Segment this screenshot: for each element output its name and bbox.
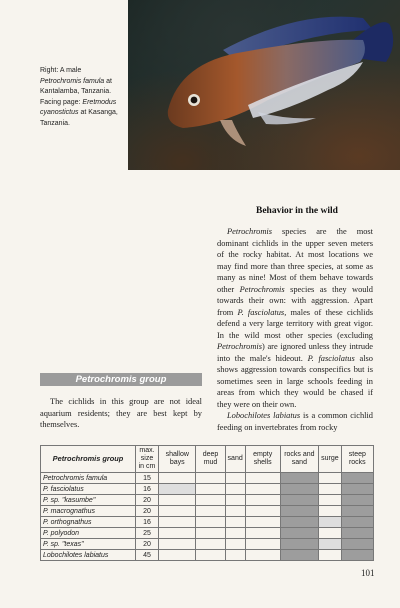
habitat-cell-secondary <box>159 484 196 495</box>
header-cell: empty shells <box>245 446 280 473</box>
left-column-text <box>40 396 202 431</box>
species-cell: P. macrognathus <box>41 506 136 517</box>
header-cell: rocks and sand <box>280 446 319 473</box>
species-name: P. fasciolatus <box>307 353 355 363</box>
paragraph-2 <box>217 410 373 433</box>
body-text: males of these cichlids defend a very large territory with great vigor. In the wild most other species (excluding <box>217 307 374 340</box>
size-cell: 20 <box>136 539 159 550</box>
habitat-cell-empty <box>245 528 280 539</box>
header-cell: sand <box>225 446 245 473</box>
habitat-cell-empty <box>245 517 280 528</box>
habitat-cell-primary <box>280 473 319 484</box>
habitat-cell-primary <box>341 506 373 517</box>
habitat-cell-primary <box>280 517 319 528</box>
habitat-cell-empty <box>196 517 225 528</box>
body-text: is a common cichlid feeding on invertebrates from rocky <box>217 411 373 432</box>
size-cell: 45 <box>136 550 159 561</box>
species-name: Petrochromis <box>227 227 272 236</box>
habitat-cell-secondary <box>319 517 342 528</box>
habitat-cell-primary <box>341 484 373 495</box>
body-text: also shows aggression towards conspecifics but is sometimes seen in large schools feeding in areas from which they would be chased if they were on their own. <box>217 353 373 409</box>
group-banner: Petrochromis group <box>40 373 202 386</box>
photo-caption <box>40 66 124 129</box>
habitat-cell-primary <box>280 484 319 495</box>
species-cell: P. fasciolatus <box>41 484 136 495</box>
habitat-cell-primary <box>280 528 319 539</box>
species-name: P. fasciolatus, <box>237 307 287 317</box>
habitat-cell-empty <box>159 539 196 550</box>
table-row <box>41 539 374 550</box>
size-cell: 15 <box>136 473 159 484</box>
caption-text-2: at Kantalamba, Tanzania. <box>40 77 112 95</box>
species-cell: P. polyodon <box>41 528 136 539</box>
habitat-cell-empty <box>196 528 225 539</box>
header-cell: deep mud <box>196 446 225 473</box>
species-name: Lobochilotes labiatus <box>227 411 301 420</box>
right-column-text <box>217 226 373 433</box>
header-cell: Petrochromis group <box>41 446 136 473</box>
species-cell: Petrochromis famula <box>41 473 136 484</box>
body-text: species are the most dominant cichlids in the upper seven meters of the rocky habitat. At most locations we may find more than three species, at some as many as nine! Most of them behave towards other <box>217 227 373 294</box>
species-name: Petrochromis <box>217 342 262 351</box>
habitat-cell-empty <box>159 528 196 539</box>
caption-text-4: at Kasanga, Tanzania. <box>40 109 118 127</box>
habitat-cell-empty <box>196 473 225 484</box>
table-row <box>41 528 374 539</box>
size-cell: 20 <box>136 495 159 506</box>
page-number: 101 <box>361 568 375 578</box>
habitat-cell-primary <box>341 473 373 484</box>
habitat-cell-primary <box>280 506 319 517</box>
habitat-cell-empty <box>225 517 245 528</box>
header-cell: steep rocks <box>341 446 373 473</box>
habitat-cell-empty <box>245 495 280 506</box>
habitat-cell-empty <box>319 473 342 484</box>
habitat-cell-empty <box>225 473 245 484</box>
habitat-cell-empty <box>225 539 245 550</box>
habitat-table <box>40 445 374 561</box>
caption-species-1: Petrochromis famula <box>40 77 105 85</box>
caption-text-3: Facing page: <box>40 98 83 106</box>
habitat-cell-primary <box>341 495 373 506</box>
habitat-cell-empty <box>225 495 245 506</box>
habitat-cell-empty <box>319 484 342 495</box>
paragraph-1 <box>217 226 373 410</box>
habitat-cell-empty <box>245 539 280 550</box>
habitat-cell-empty <box>196 484 225 495</box>
habitat-cell-empty <box>159 517 196 528</box>
habitat-cell-empty <box>245 506 280 517</box>
habitat-cell-empty <box>245 473 280 484</box>
table-row <box>41 473 374 484</box>
habitat-cell-primary <box>341 550 373 561</box>
section-heading: Behavior in the wild <box>256 206 338 216</box>
habitat-cell-empty <box>159 495 196 506</box>
species-cell: P. sp. "kasumbe" <box>41 495 136 506</box>
body-text: ) are ignored unless they intrude into the male's hideout. <box>217 342 373 363</box>
table-row <box>41 495 374 506</box>
habitat-cell-primary <box>280 539 319 550</box>
habitat-cell-primary <box>341 528 373 539</box>
habitat-cell-empty <box>196 495 225 506</box>
habitat-cell-primary <box>280 550 319 561</box>
species-cell: P. orthognathus <box>41 517 136 528</box>
habitat-cell-empty <box>225 506 245 517</box>
habitat-cell-empty <box>319 528 342 539</box>
habitat-cell-empty <box>196 550 225 561</box>
table-row <box>41 517 374 528</box>
header-cell: max. size in cm <box>136 446 159 473</box>
fish-photo <box>128 0 400 170</box>
habitat-cell-empty <box>319 550 342 561</box>
species-cell: Lobochilotes labiatus <box>41 550 136 561</box>
habitat-cell-empty <box>159 550 196 561</box>
caption-text-1: Right: A male <box>40 67 82 74</box>
habitat-cell-primary <box>341 539 373 550</box>
table-header-row <box>41 446 374 473</box>
paragraph-left: The cichlids in this group are not ideal aquarium residents; they are best kept by themselves. <box>40 397 202 429</box>
header-cell: shallow bays <box>159 446 196 473</box>
habitat-cell-empty <box>196 539 225 550</box>
size-cell: 16 <box>136 517 159 528</box>
size-cell: 25 <box>136 528 159 539</box>
habitat-cell-empty <box>225 484 245 495</box>
habitat-cell-secondary <box>319 539 342 550</box>
size-cell: 16 <box>136 484 159 495</box>
habitat-cell-primary <box>341 517 373 528</box>
species-name: Petrochromis <box>239 284 285 294</box>
table-row <box>41 484 374 495</box>
habitat-cell-empty <box>159 473 196 484</box>
size-cell: 20 <box>136 506 159 517</box>
species-cell: P. sp. "texas" <box>41 539 136 550</box>
header-cell: surge <box>319 446 342 473</box>
table-body <box>41 473 374 561</box>
table-row <box>41 506 374 517</box>
habitat-cell-empty <box>319 506 342 517</box>
habitat-cell-empty <box>196 506 225 517</box>
habitat-cell-empty <box>245 484 280 495</box>
habitat-cell-empty <box>225 528 245 539</box>
caption-species-2: Eretmodus cyanostictus <box>40 98 117 116</box>
habitat-cell-empty <box>225 550 245 561</box>
body-text: species as they would towards their own: with aggression. Apart from <box>217 284 373 317</box>
habitat-cell-empty <box>159 506 196 517</box>
table-row <box>41 550 374 561</box>
habitat-cell-empty <box>319 495 342 506</box>
habitat-cell-empty <box>245 550 280 561</box>
habitat-cell-primary <box>280 495 319 506</box>
